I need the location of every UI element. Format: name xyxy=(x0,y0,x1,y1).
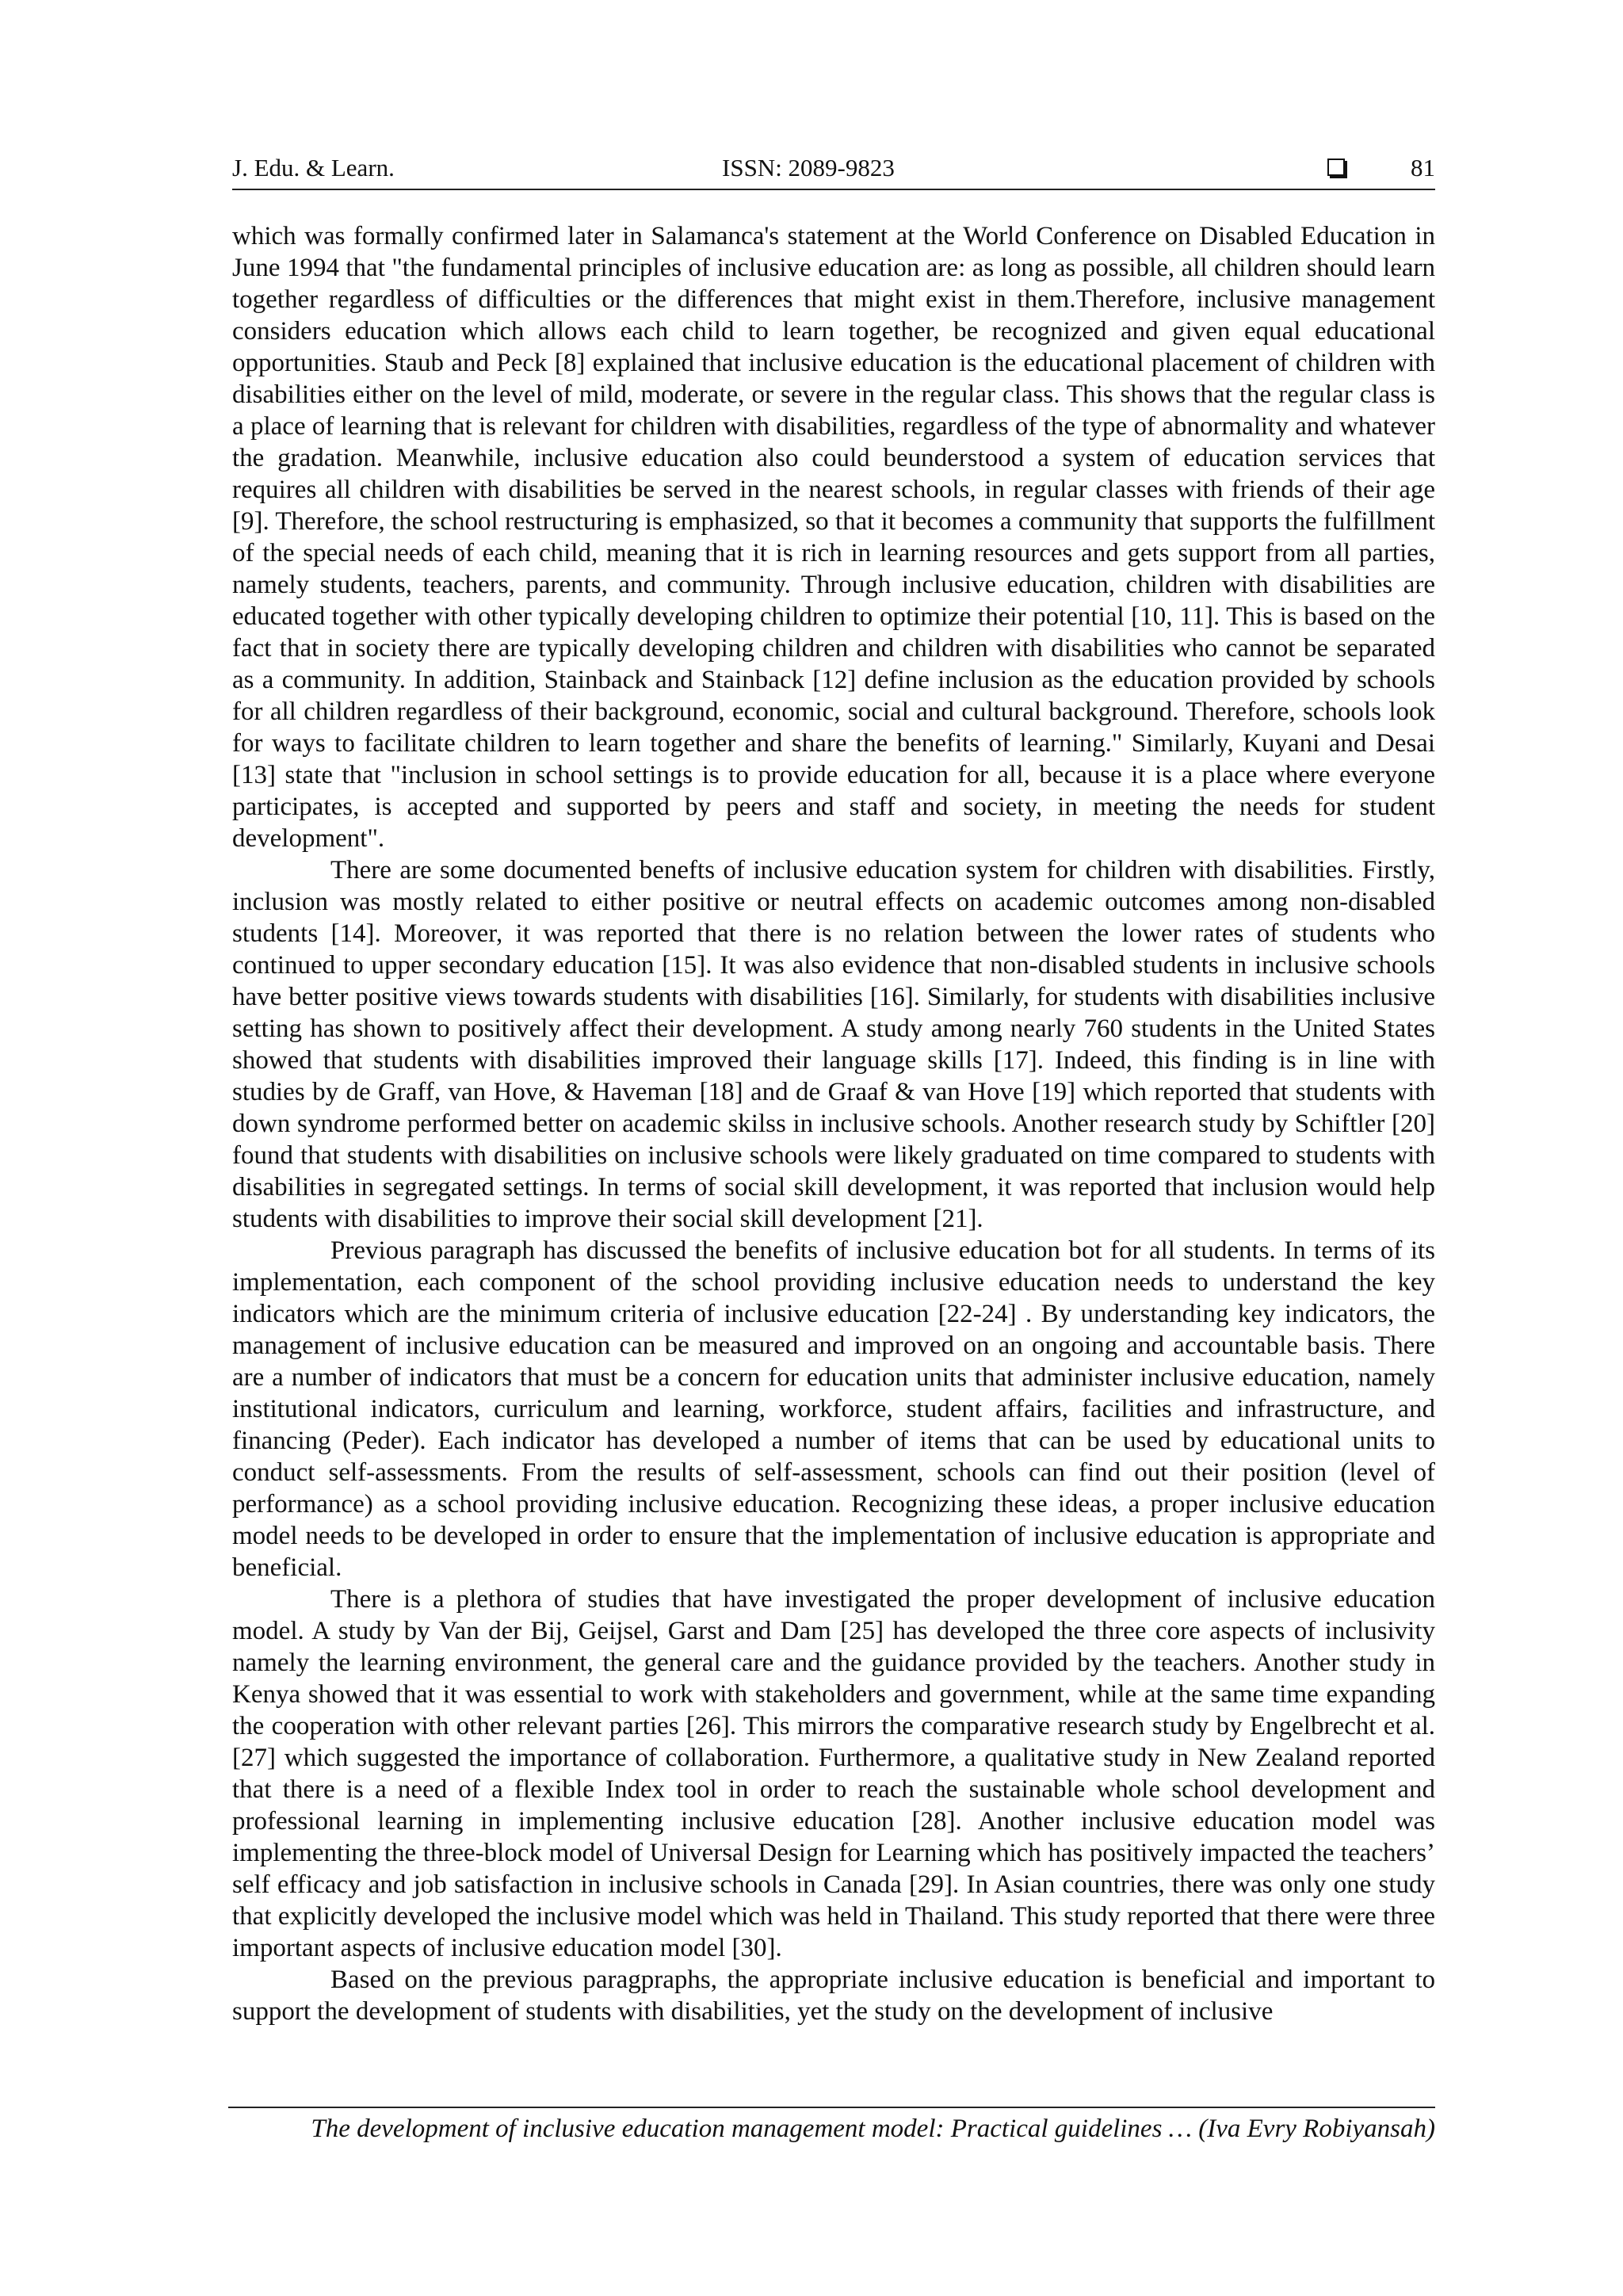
page-footer xyxy=(228,2107,1435,2144)
page-header xyxy=(232,154,1435,190)
issn: ISSN: 2089-9823 xyxy=(722,154,895,181)
square-icon xyxy=(1327,159,1345,176)
body-text xyxy=(232,220,1435,2027)
running-title: The development of inclusive education management model: Practical guidelines … (Iva Evry Robiyansah) xyxy=(311,2115,1435,2143)
page-number: 81 xyxy=(1411,154,1435,181)
paragraph-2: There are some documented benefts of inclusive education system for children with disabilities. Firstly, inclusion was mostly related to either positive or neutral effects on academic outcomes among non-disabled students [14]. Moreover, it was reported that there is no relation between the lower rates of students who continued to upper secondary education [15]. It was also evidence that non-disabled students in inclusive schools have better positive views towards students with disabilities [16]. Similarly, for students with disabilities inclusive setting has shown to positively affect their development. A study among nearly 760 students in the United States showed that students with disabilities improved their language skills [17]. Indeed, this finding is in line with studies by de Graff, van Hove, & Haveman [18] and de Graaf & van Hove [19] which reported that students with down syndrome performed better on academic skilss in inclusive schools. Another research study by Schiftler [20] found that students with disabilities on inclusive schools were likely graduated on time compared to students with disabilities in segregated settings. In terms of social skill development, it was reported that inclusion would help students with disabilities to improve their social skill development [21]. xyxy=(232,856,1435,1233)
journal-name: J. Edu. & Learn. xyxy=(232,154,395,181)
paragraph-1: which was formally confirmed later in Salamanca's statement at the World Conference on Disabled Education in June 1994 that "the fundamental principles of inclusive education are: as long as possible, all children should learn together regardless of difficulties or the differences that might exist in them.Therefore, inclusive management considers education which allows each child to learn together, be recognized and given equal educational opportunities. Staub and Peck [8] explained that inclusive education is the educational placement of children with disabilities either on the level of mild, moderate, or severe in the regular class. This shows that the regular class is a place of learning that is relevant for children with disabilities, regardless of the type of abnormality and whatever the gradation. Meanwhile, inclusive education also could beunderstood a system of education services that requires all children with disabilities be served in the nearest schools, in regular classes with friends of their age [9]. Therefore, the school restructuring is emphasized, so that it becomes a community that supports the fulfillment of the special needs of each child, meaning that it is rich in learning resources and gets support from all parties, namely students, teachers, parents, and community. Through inclusive education, children with disabilities are educated together with other typically developing children to optimize their potential [10, 11]. This is based on the fact that in society there are typically developing children and children with disabilities who cannot be separated as a community. In addition, Stainback and Stainback [12] define inclusion as the education provided by schools for all children regardless of their background, economic, social and cultural background. Therefore, schools look for ways to facilitate children to learn together and share the benefits of learning." Similarly, Kuyani and Desai [13] state that "inclusion in school settings is to provide education for all, because it is a place where everyone participates, is accepted and supported by peers and staff and society, in meeting the needs for student development". xyxy=(232,222,1435,853)
paragraph-3: Previous paragraph has discussed the benefits of inclusive education bot for all students. In terms of its implementation, each component of the school providing inclusive education needs to understand the key indicators which are the minimum criteria of inclusive education [22-24] . By understanding key indicators, the management of inclusive education can be measured and improved on an ongoing and accountable basis. There are a number of indicators that must be a concern for education units that administer inclusive education, namely institutional indicators, curriculum and learning, workforce, student affairs, facilities and infrastructure, and financing (Peder). Each indicator has developed a number of items that can be used by educational units to conduct self-assessments. From the results of self-assessment, schools can find out their position (level of performance) as a school providing inclusive education. Recognizing these ideas, a proper inclusive education model needs to be developed in order to ensure that the implementation of inclusive education is appropriate and beneficial. xyxy=(232,1236,1435,1582)
paragraph-4: There is a plethora of studies that have investigated the proper development of inclusive education model. A study by Van der Bij, Geijsel, Garst and Dam [25] has developed the three core aspects of inclusivity namely the learning environment, the general care and the guidance provided by the teachers. Another study in Kenya showed that it was essential to work with stakeholders and government, while at the same time expanding the cooperation with other relevant parties [26]. This mirrors the comparative research study by Engelbrecht et al. [27] which suggested the importance of collaboration. Furthermore, a qualitative study in New Zealand reported that there is a need of a flexible Index tool in order to reach the sustainable whole school development and professional learning in implementing inclusive education [28]. Another inclusive education model was implementing the three-block model of Universal Design for Learning which has positively impacted the teachers’ self efficacy and job satisfaction in inclusive schools in Canada [29]. In Asian countries, there was only one study that explicitly developed the inclusive model which was held in Thailand. This study reported that there were three important aspects of inclusive education model [30]. xyxy=(232,1585,1435,1962)
paragraph-5: Based on the previous paragpraphs, the appropriate inclusive education is beneficial and important to support the development of students with disabilities, yet the study on the development of inclusive xyxy=(232,1966,1435,2026)
